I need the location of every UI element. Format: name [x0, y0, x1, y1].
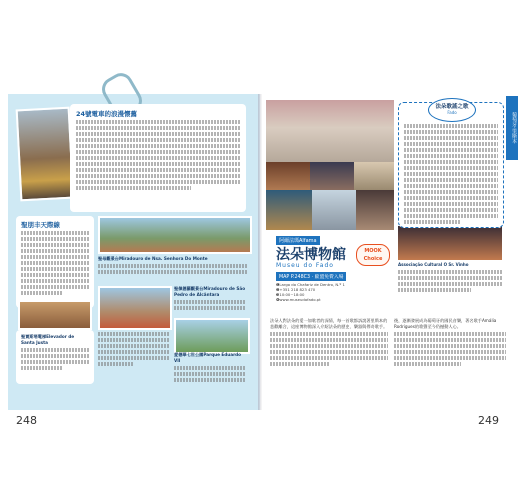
museum-title: 法朵博物館 [276, 247, 346, 263]
sidebar-subtitle: Fado [447, 110, 457, 115]
museum-photo-4 [266, 190, 312, 230]
page-number-right: 249 [478, 414, 499, 427]
skyline-section-card [16, 216, 94, 308]
skyline-section-title: 聖朋丰天際線 [21, 221, 60, 229]
body-text-right [394, 318, 506, 368]
fado-performance-photo [398, 226, 502, 260]
fado-sidebar-header [428, 98, 476, 122]
skyline-section-text [21, 231, 89, 295]
museum-subtitle: Museu do Fado [276, 262, 334, 269]
mook-text: MOOK Choice [363, 248, 383, 262]
museum-photo-5 [312, 190, 356, 230]
viewpoint-caption-1: 聖母觀景台Miradouro de Nsa. Senhora Do Monte [98, 256, 248, 282]
chapter-tab: 葡萄牙·里斯本 [506, 96, 518, 160]
sidebar-text [404, 122, 498, 226]
tram-photo [16, 107, 75, 202]
elevator-caption-card [16, 330, 94, 384]
mook-choice-badge [356, 244, 390, 266]
viewpoint-photo [98, 286, 172, 330]
info-line: ❸10:00~18:00 [276, 292, 305, 297]
museum-photo-1 [266, 162, 310, 190]
viewpoint-caption-2: 聖佩德羅觀景台Miradouro de São Pedro de Alcântara [174, 286, 246, 316]
fado-house-name: Associação Cultural O Sr. Vinho [398, 262, 469, 267]
museum-photo-2 [310, 162, 354, 190]
museum-photo-3 [354, 162, 394, 190]
museum-exterior-photo [266, 100, 394, 162]
tram-section-title: 24號電車的浪漫懷舊 [76, 110, 138, 118]
tram-section-text [76, 120, 240, 190]
sidebar-title: 法朵歌謠之歌 [435, 104, 469, 110]
museum-info [276, 282, 392, 302]
skyline-photo [98, 216, 252, 254]
info-line: ❹www.museudofado.pt [276, 297, 321, 302]
cost-label: 歐盟免費入場 [314, 275, 344, 280]
museum-photo-6 [356, 190, 394, 230]
elevator-caption: 聖賈斯塔電梯Elevador de Santa Justa [21, 334, 75, 345]
map-ref: MAP P.248C3 [279, 275, 311, 280]
park-photo [174, 318, 250, 354]
body-left: 法朵人對法朵的愛一如歌者的深情，每一首歌都訴說著里斯本的悲歡離合，這座博物館深入介紹法朵的歷史、樂器與傳奇歌手。 [270, 318, 388, 329]
fado-house-info [398, 262, 502, 298]
info-line: ❷+351 218 823 470 [276, 287, 316, 292]
park-caption: 愛德華七世公園Parque Eduardo VII [174, 352, 246, 392]
tram-section-card [70, 104, 246, 212]
info-line: ❶Largo do Chafariz de Dentro, N.º 1 [276, 282, 345, 287]
elevator-photo [18, 300, 92, 330]
middle-text-block [98, 330, 170, 384]
district-badge: 阿爾法瑪Alfama [276, 236, 320, 245]
page-number-left: 248 [16, 414, 37, 427]
body-text-left [270, 318, 388, 368]
body-right: 後，逐漸發展成為葡萄牙的國民音樂，著名歌手Amália Rodrigues的歌聲至今仍撼動人心。 [394, 318, 497, 329]
map-reference-badge: MAP P.248C3 · 歐盟免費入場 [276, 272, 346, 281]
